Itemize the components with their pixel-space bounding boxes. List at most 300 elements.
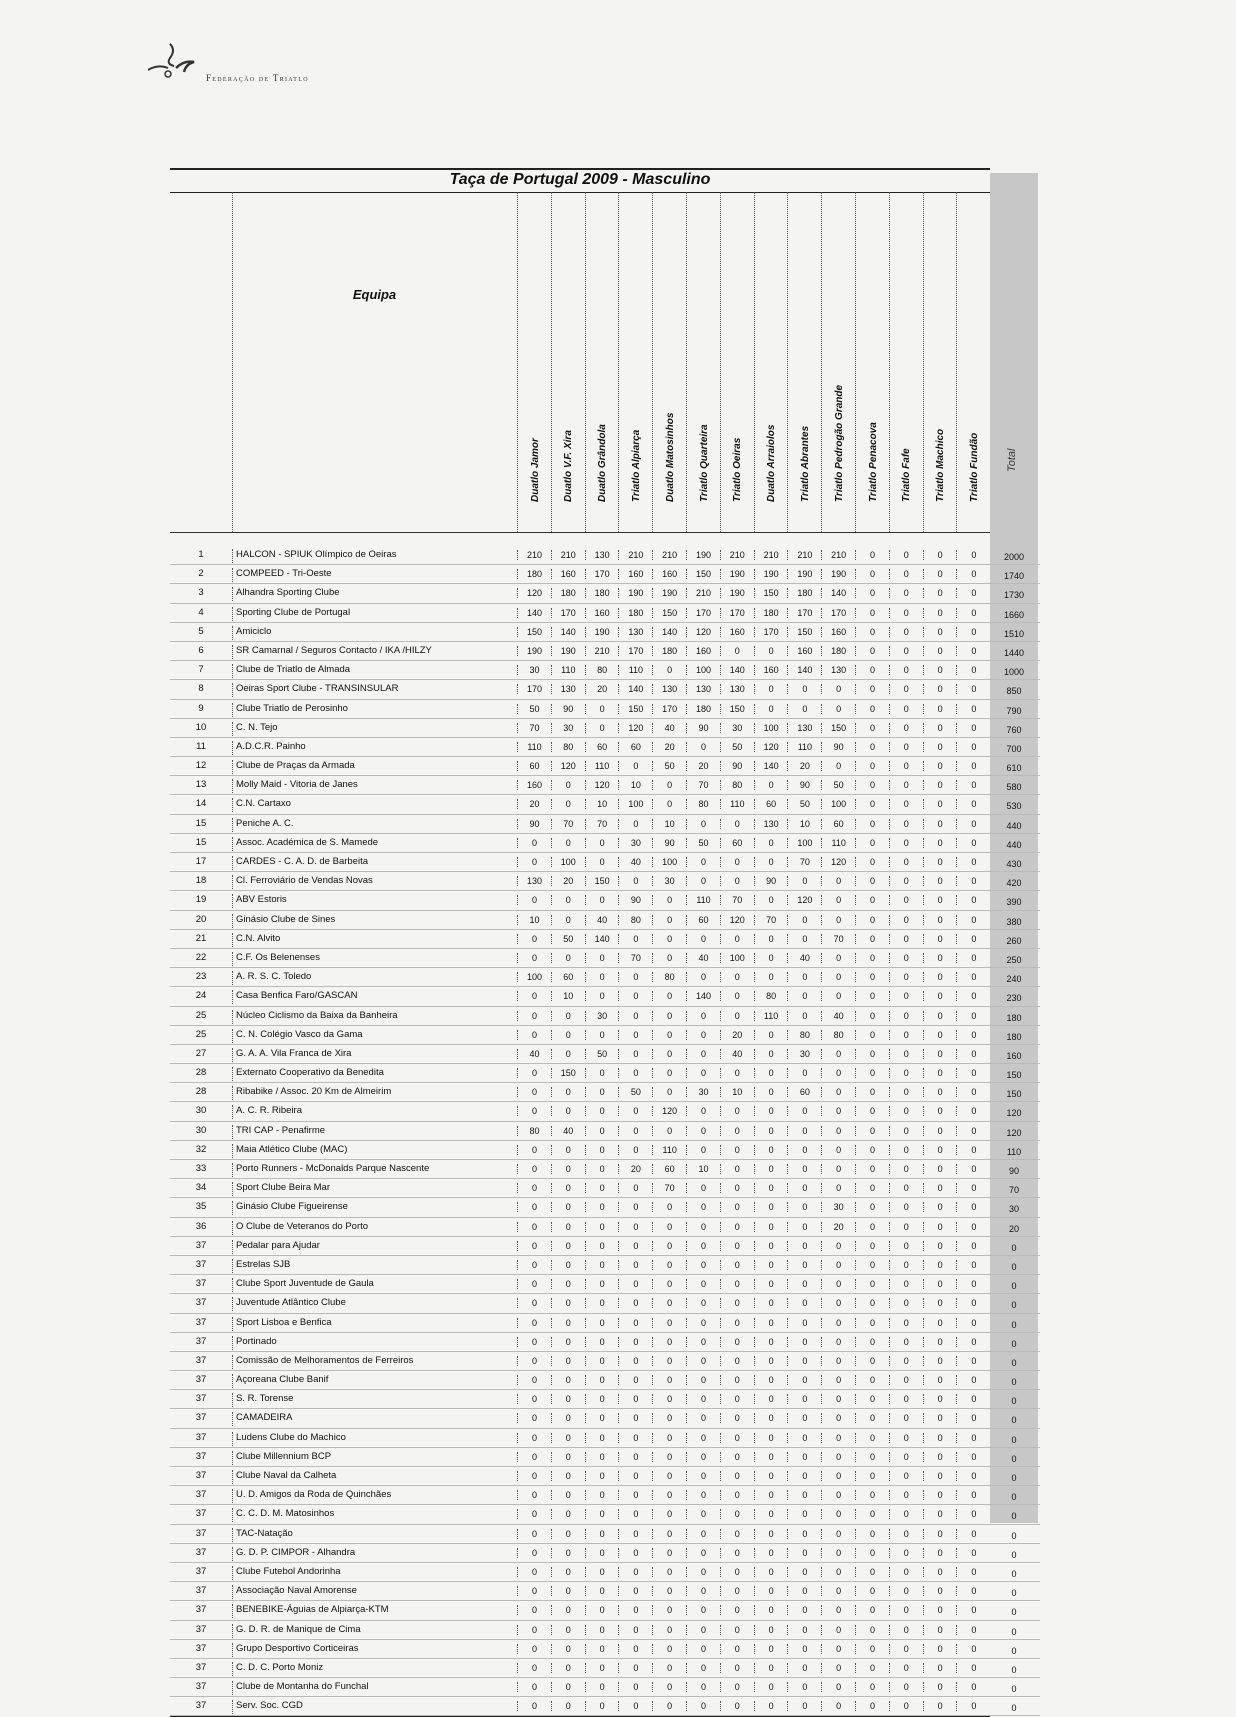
table-row [170, 700, 1040, 719]
points-cell: 0 [787, 1356, 821, 1366]
points-cell: 20 [686, 761, 720, 771]
points-cell: 0 [720, 972, 754, 982]
total-cell: 790 [1006, 705, 1022, 716]
table-row [170, 1064, 1040, 1083]
points-cell: 0 [585, 1548, 619, 1558]
points-cell: 10 [787, 819, 821, 829]
points-cell: 0 [618, 1413, 652, 1423]
points-cell: 0 [787, 1548, 821, 1558]
points-cell: 0 [686, 1356, 720, 1366]
points-cell: 0 [720, 991, 754, 1001]
points-cell: 160 [720, 627, 754, 637]
points-cell: 0 [551, 1375, 585, 1385]
points-cell: 0 [618, 761, 652, 771]
points-cell: 0 [754, 1644, 788, 1654]
points-cell: 0 [618, 1183, 652, 1193]
points-cell: 140 [686, 991, 720, 1001]
points-cell: 0 [585, 857, 619, 867]
points-cell: 0 [923, 665, 957, 675]
rank-cell: 37 [195, 1661, 207, 1673]
points-cell: 10 [551, 991, 585, 1001]
points-cell: 0 [956, 1701, 990, 1711]
points-cell: 140 [821, 588, 855, 598]
points-cell: 0 [923, 1049, 957, 1059]
points-cell: 0 [923, 1011, 957, 1021]
points-cell: 0 [517, 991, 551, 1001]
points-cell: 190 [821, 569, 855, 579]
points-cell: 0 [923, 1279, 957, 1289]
points-cell: 0 [889, 588, 923, 598]
points-cell: 130 [686, 684, 720, 694]
table-row [170, 1563, 1040, 1582]
rank-cell: 37 [195, 1642, 207, 1654]
points-cell: 180 [754, 608, 788, 618]
points-cell: 0 [889, 1106, 923, 1116]
event-column-header [821, 192, 855, 532]
points-cell: 0 [585, 1356, 619, 1366]
table-row [170, 680, 1040, 699]
team-name-cell: BENEBIKE-Águias de Alpiarça-KTM [232, 1604, 521, 1618]
points-cell: 0 [923, 1222, 957, 1232]
points-cell: 0 [686, 1183, 720, 1193]
team-name-cell: ABV Estoris [232, 894, 521, 908]
points-cell: 0 [889, 1644, 923, 1654]
points-cell: 0 [517, 1318, 551, 1328]
points-cell: 70 [686, 780, 720, 790]
points-cell: 0 [889, 627, 923, 637]
points-cell: 130 [720, 684, 754, 694]
points-cell: 0 [787, 1701, 821, 1711]
points-cell: 0 [956, 665, 990, 675]
points-cell: 0 [787, 1471, 821, 1481]
points-cell: 0 [652, 915, 686, 925]
points-cell: 0 [720, 1106, 754, 1116]
points-cell: 0 [889, 1509, 923, 1519]
team-name-cell: CARDES - C. A. D. de Barbeita [232, 856, 521, 870]
points-cell: 0 [889, 1145, 923, 1155]
points-cell: 0 [517, 1145, 551, 1155]
points-cell: 10 [618, 780, 652, 790]
points-cell: 0 [720, 1260, 754, 1270]
rank-cell: 15 [195, 836, 207, 848]
table-row [170, 546, 1040, 565]
points-cell: 0 [686, 1509, 720, 1519]
points-cell: 0 [889, 1394, 923, 1404]
points-cell: 90 [754, 876, 788, 886]
points-cell: 0 [787, 1145, 821, 1155]
team-name-cell: Pedalar para Ajudar [232, 1240, 521, 1254]
points-cell: 170 [821, 608, 855, 618]
points-cell: 0 [686, 1298, 720, 1308]
points-cell: 30 [585, 1011, 619, 1021]
total-cell: 0 [1011, 1300, 1017, 1311]
points-cell: 0 [551, 1413, 585, 1423]
points-cell: 0 [551, 780, 585, 790]
points-cell: 0 [855, 972, 889, 982]
points-cell: 100 [551, 857, 585, 867]
points-cell: 0 [855, 1030, 889, 1040]
points-cell: 0 [855, 1509, 889, 1519]
points-cell: 0 [618, 1701, 652, 1711]
event-header-label: Duatlo Matosinhos [664, 412, 676, 502]
points-cell: 70 [652, 1183, 686, 1193]
points-cell: 0 [754, 1318, 788, 1328]
points-cell: 0 [551, 1279, 585, 1289]
points-cell: 0 [821, 1471, 855, 1481]
points-cell: 0 [720, 1375, 754, 1385]
points-cell: 0 [618, 1586, 652, 1596]
points-cell: 180 [551, 588, 585, 598]
organization-name: Federação de Triatlo [206, 73, 309, 83]
points-cell: 0 [517, 1298, 551, 1308]
points-cell: 0 [889, 1298, 923, 1308]
points-cell: 170 [720, 608, 754, 618]
points-cell: 180 [517, 569, 551, 579]
points-cell: 0 [686, 1394, 720, 1404]
points-cell: 0 [923, 1202, 957, 1212]
points-cell: 0 [652, 1068, 686, 1078]
points-cell: 0 [923, 646, 957, 656]
points-cell: 0 [517, 1663, 551, 1673]
points-cell: 190 [618, 588, 652, 598]
points-cell: 0 [686, 1433, 720, 1443]
team-name-cell: Comissão de Melhoramentos de Ferreiros [232, 1355, 521, 1369]
rank-cell: 32 [195, 1143, 207, 1155]
points-cell: 0 [618, 1433, 652, 1443]
points-cell: 120 [821, 857, 855, 867]
points-cell: 0 [889, 1011, 923, 1021]
points-cell: 0 [855, 1298, 889, 1308]
points-cell: 0 [855, 876, 889, 886]
total-cell: 120 [1006, 1108, 1022, 1119]
points-cell: 0 [652, 953, 686, 963]
points-cell: 0 [754, 1375, 788, 1385]
points-cell: 50 [821, 780, 855, 790]
points-cell: 0 [956, 588, 990, 598]
table-row [170, 1007, 1040, 1026]
points-cell: 10 [652, 819, 686, 829]
points-cell: 0 [517, 1644, 551, 1654]
points-cell: 0 [686, 972, 720, 982]
points-cell: 130 [821, 665, 855, 675]
points-cell: 0 [923, 799, 957, 809]
total-cell: 760 [1006, 724, 1022, 735]
points-cell: 0 [517, 838, 551, 848]
rank-cell: 34 [195, 1182, 207, 1194]
team-name-cell: TAC-Natação [232, 1528, 521, 1542]
rank-cell: 37 [195, 1585, 207, 1597]
points-cell: 0 [585, 1164, 619, 1174]
event-column-header [652, 192, 686, 532]
table-row [170, 1582, 1040, 1601]
points-cell: 40 [686, 953, 720, 963]
points-cell: 100 [720, 953, 754, 963]
points-cell: 0 [889, 915, 923, 925]
points-cell: 0 [720, 1644, 754, 1654]
points-cell: 0 [652, 1509, 686, 1519]
points-cell: 60 [720, 838, 754, 848]
total-cell: 0 [1011, 1588, 1017, 1599]
rank-cell: 37 [195, 1412, 207, 1424]
points-cell: 70 [517, 723, 551, 733]
rank-cell: 3 [198, 587, 204, 599]
points-cell: 0 [889, 799, 923, 809]
total-cell: 420 [1006, 878, 1022, 889]
points-cell: 0 [956, 569, 990, 579]
points-cell: 0 [754, 1260, 788, 1270]
rank-cell: 25 [195, 1009, 207, 1021]
points-cell: 0 [855, 1260, 889, 1270]
points-cell: 0 [855, 1126, 889, 1136]
team-name-cell: O Clube de Veteranos do Porto [232, 1221, 521, 1235]
points-cell: 0 [889, 1241, 923, 1251]
points-cell: 210 [787, 550, 821, 560]
team-name-cell: Ludens Clube do Machico [232, 1432, 521, 1446]
points-cell: 0 [923, 1644, 957, 1654]
event-header-label: Duatlo Grândola [597, 424, 609, 502]
rank-cell: 37 [195, 1681, 207, 1693]
points-cell: 0 [855, 1337, 889, 1347]
total-cell: 1730 [1003, 590, 1025, 601]
rank-cell: 19 [195, 894, 207, 906]
points-cell: 150 [551, 1068, 585, 1078]
rank-cell: 28 [195, 1067, 207, 1079]
points-cell: 0 [956, 1318, 990, 1328]
total-cell: 0 [1011, 1549, 1017, 1560]
total-cell: 0 [1011, 1492, 1017, 1503]
points-cell: 40 [720, 1049, 754, 1059]
points-cell: 0 [720, 1011, 754, 1021]
team-name-cell: C.N. Alvito [232, 933, 521, 947]
points-cell: 0 [517, 1030, 551, 1040]
rank-cell: 37 [195, 1604, 207, 1616]
points-cell: 0 [956, 1164, 990, 1174]
rank-cell: 37 [195, 1546, 207, 1558]
points-cell: 0 [618, 1682, 652, 1692]
points-cell: 0 [821, 1164, 855, 1174]
points-cell: 0 [652, 1452, 686, 1462]
points-cell: 80 [821, 1030, 855, 1040]
points-cell: 0 [787, 1644, 821, 1654]
points-cell: 0 [889, 1068, 923, 1078]
points-cell: 0 [585, 1471, 619, 1481]
points-cell: 0 [720, 934, 754, 944]
points-cell: 0 [720, 1605, 754, 1615]
points-cell: 0 [686, 1586, 720, 1596]
event-column-header [517, 192, 551, 532]
points-cell: 0 [585, 1433, 619, 1443]
points-cell: 0 [686, 1049, 720, 1059]
points-cell: 0 [618, 1202, 652, 1212]
points-cell: 0 [585, 1183, 619, 1193]
points-cell: 0 [923, 1529, 957, 1539]
points-cell: 0 [517, 1682, 551, 1692]
points-cell: 70 [720, 895, 754, 905]
total-cell: 0 [1011, 1684, 1017, 1695]
points-cell: 110 [585, 761, 619, 771]
points-cell: 140 [754, 761, 788, 771]
points-cell: 0 [551, 895, 585, 905]
points-cell: 0 [923, 1394, 957, 1404]
points-cell: 0 [551, 1452, 585, 1462]
points-cell: 0 [652, 1548, 686, 1558]
rank-cell: 1 [198, 549, 204, 560]
points-cell: 0 [889, 1682, 923, 1692]
points-cell: 0 [720, 1586, 754, 1596]
team-name-cell: C. N. Tejo [232, 722, 521, 736]
table-row [170, 1198, 1040, 1217]
points-cell: 0 [923, 1701, 957, 1711]
points-cell: 0 [585, 1529, 619, 1539]
team-name-cell: CAMADEIRA [232, 1412, 521, 1426]
points-cell: 0 [956, 1126, 990, 1136]
total-cell: 1440 [1003, 647, 1025, 658]
team-name-cell: Clube Sport Juventude de Gaula [232, 1278, 521, 1292]
points-cell: 0 [956, 723, 990, 733]
points-cell: 40 [652, 723, 686, 733]
points-cell: 40 [618, 857, 652, 867]
points-cell: 120 [787, 895, 821, 905]
points-cell: 0 [889, 1490, 923, 1500]
points-cell: 0 [855, 742, 889, 752]
points-cell: 0 [754, 895, 788, 905]
points-cell: 210 [720, 550, 754, 560]
points-cell: 0 [652, 1605, 686, 1615]
points-cell: 0 [821, 1298, 855, 1308]
points-cell: 0 [889, 1471, 923, 1481]
points-cell: 0 [923, 915, 957, 925]
points-cell: 0 [551, 953, 585, 963]
points-cell: 80 [618, 915, 652, 925]
points-cell: 190 [652, 588, 686, 598]
points-cell: 0 [551, 1433, 585, 1443]
points-cell: 0 [618, 1452, 652, 1462]
points-cell: 0 [821, 761, 855, 771]
total-cell: 1000 [1003, 667, 1025, 678]
rank-cell: 7 [198, 664, 204, 676]
points-cell: 0 [517, 1202, 551, 1212]
points-cell: 0 [787, 1318, 821, 1328]
points-cell: 0 [855, 780, 889, 790]
points-cell: 90 [517, 819, 551, 829]
points-cell: 0 [517, 1605, 551, 1615]
rank-cell: 9 [198, 702, 204, 714]
total-cell: 240 [1006, 974, 1022, 985]
rank-cell: 37 [195, 1393, 207, 1405]
points-cell: 0 [585, 1605, 619, 1615]
points-cell: 0 [889, 1548, 923, 1558]
points-cell: 0 [517, 1586, 551, 1596]
points-cell: 0 [956, 1011, 990, 1021]
points-cell: 0 [686, 819, 720, 829]
points-cell: 0 [855, 1279, 889, 1289]
points-cell: 0 [618, 1375, 652, 1385]
points-cell: 0 [855, 1701, 889, 1711]
event-column-header [855, 192, 889, 532]
points-cell: 0 [720, 1433, 754, 1443]
points-cell: 0 [686, 742, 720, 752]
points-cell: 0 [754, 1356, 788, 1366]
points-cell: 0 [618, 1318, 652, 1328]
points-cell: 0 [618, 1298, 652, 1308]
points-cell: 0 [686, 1529, 720, 1539]
points-cell: 0 [787, 1260, 821, 1270]
points-cell: 90 [821, 742, 855, 752]
points-cell: 10 [585, 799, 619, 809]
points-cell: 0 [821, 1183, 855, 1193]
points-cell: 0 [517, 934, 551, 944]
points-cell: 0 [720, 1318, 754, 1328]
points-cell: 0 [787, 1298, 821, 1308]
points-cell: 0 [551, 1298, 585, 1308]
points-cell: 0 [686, 1452, 720, 1462]
points-cell: 0 [585, 1145, 619, 1155]
points-cell: 0 [821, 972, 855, 982]
points-cell: 0 [517, 1567, 551, 1577]
points-cell: 0 [956, 1433, 990, 1443]
table-row [170, 968, 1040, 987]
points-cell: 0 [821, 1318, 855, 1328]
points-cell: 10 [517, 915, 551, 925]
points-cell: 0 [754, 780, 788, 790]
points-cell: 0 [889, 1164, 923, 1174]
points-cell: 130 [652, 684, 686, 694]
points-cell: 40 [821, 1011, 855, 1021]
table-row [170, 1179, 1040, 1198]
points-cell: 0 [585, 1586, 619, 1596]
rank-cell: 37 [195, 1450, 207, 1462]
points-cell: 0 [889, 550, 923, 560]
points-cell: 0 [956, 1049, 990, 1059]
points-cell: 0 [551, 1222, 585, 1232]
total-cell: 0 [1011, 1453, 1017, 1464]
points-cell: 150 [686, 569, 720, 579]
points-cell: 0 [585, 1068, 619, 1078]
points-cell: 0 [686, 1318, 720, 1328]
points-cell: 100 [652, 857, 686, 867]
total-cell: 390 [1006, 897, 1022, 908]
points-cell: 0 [720, 1164, 754, 1174]
table-row [170, 1160, 1040, 1179]
points-cell: 0 [686, 1471, 720, 1481]
points-cell: 0 [585, 1202, 619, 1212]
points-cell: 0 [551, 1202, 585, 1212]
table-row [170, 1294, 1040, 1313]
points-cell: 170 [652, 704, 686, 714]
points-cell: 0 [855, 1644, 889, 1654]
points-cell: 0 [720, 1548, 754, 1558]
points-cell: 0 [855, 588, 889, 598]
total-cell: 20 [1008, 1223, 1019, 1234]
points-cell: 0 [855, 819, 889, 829]
points-cell: 0 [652, 1260, 686, 1270]
points-cell: 0 [923, 1241, 957, 1251]
points-cell: 0 [720, 1394, 754, 1404]
points-cell: 0 [551, 1145, 585, 1155]
total-cell: 110 [1006, 1146, 1022, 1157]
points-cell: 0 [855, 1222, 889, 1232]
points-cell: 100 [686, 665, 720, 675]
rank-cell: 18 [195, 875, 207, 887]
points-cell: 0 [889, 972, 923, 982]
rank-cell: 37 [195, 1489, 207, 1501]
points-cell: 0 [787, 915, 821, 925]
table-row [170, 795, 1040, 814]
total-cell: 90 [1008, 1166, 1019, 1176]
table-row [170, 987, 1040, 1006]
points-cell: 0 [923, 876, 957, 886]
event-header-label: Triatlo Alpiarça [630, 429, 642, 502]
